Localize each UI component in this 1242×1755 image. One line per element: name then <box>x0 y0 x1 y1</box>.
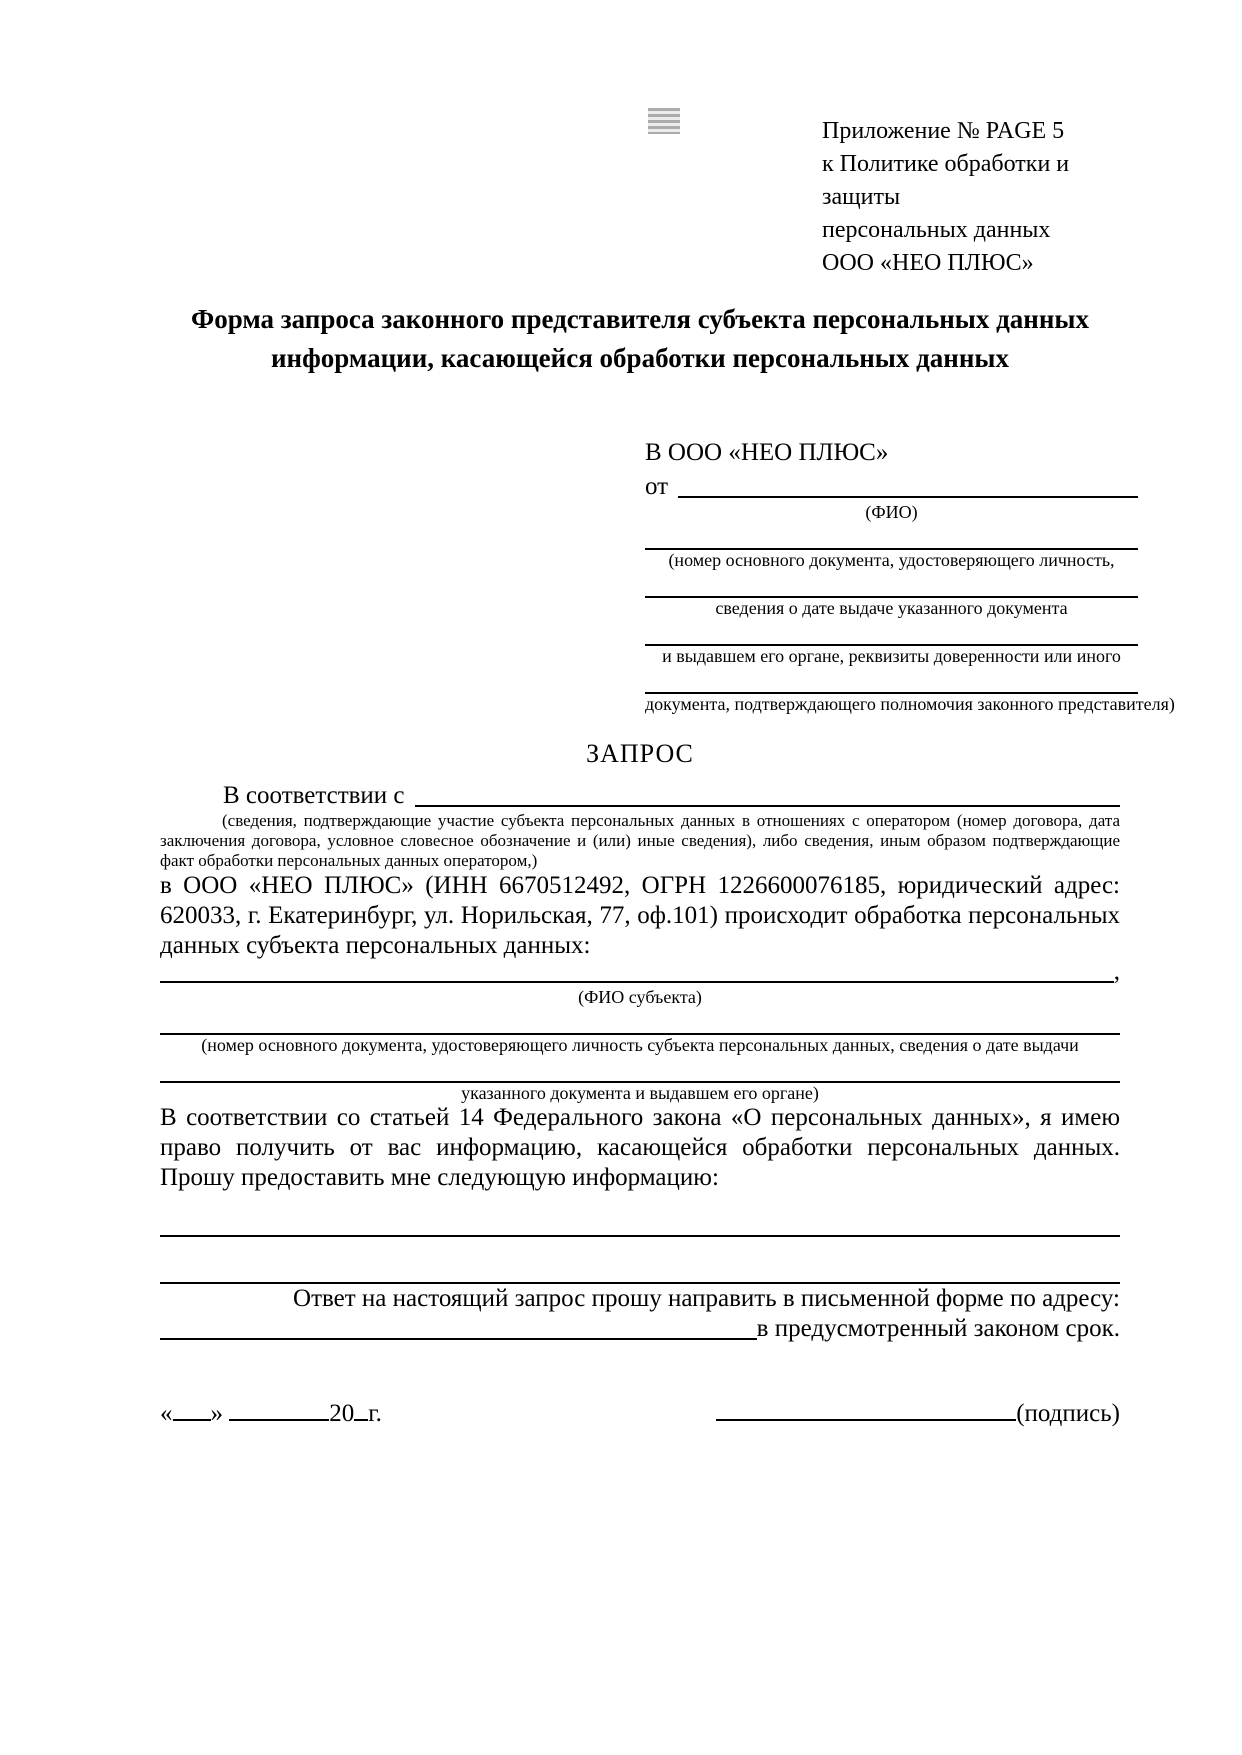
date-year-underline <box>354 1401 368 1421</box>
representative-authority-underline <box>645 666 1138 694</box>
date-close-quote: » <box>210 1400 223 1427</box>
document-title-line-1: Форма запроса законного представителя субъекта персональных данных <box>191 304 1089 334</box>
personal-data-line: персональных данных <box>822 217 1051 243</box>
embedded-image-icon <box>648 108 680 134</box>
document-title-line-2: информации, касающейся обработки персональных данных <box>271 343 1009 373</box>
requested-info-underline-1 <box>160 1193 1120 1237</box>
signature-underline <box>716 1401 1016 1421</box>
from-label: от <box>645 473 669 500</box>
document-title <box>160 300 1120 378</box>
subject-document-underline-1 <box>160 1007 1120 1035</box>
signature-group <box>716 1399 1120 1429</box>
accordance-label: В соответствии с <box>223 782 405 809</box>
issuing-authority-caption: и выдавшем его органе, реквизиты доверенности или иного <box>662 646 1121 666</box>
appendix-header-block <box>822 115 1120 280</box>
date-month-underline <box>229 1401 329 1421</box>
fio-caption: (ФИО) <box>865 502 918 522</box>
appendix-number-line: Приложение № PAGE 5 <box>822 118 1065 144</box>
issue-date-caption: сведения о дате выдаче указанного документа <box>715 598 1068 618</box>
date-year-prefix: 20 <box>329 1400 355 1427</box>
signature-date-row <box>160 1399 1120 1429</box>
subject-document-caption-2: указанного документа и выдавшем его органе) <box>461 1083 819 1103</box>
reply-address-underline <box>160 1314 757 1340</box>
operator-paragraph: в ООО «НЕО ПЛЮС» (ИНН 6670512492, ОГРН 1226600076185, юридический адрес: 620033, г. Екатеринбург, ул. Норильская, 77, оф.101) происходит обработка персональных данных субъекта персональных данных: <box>160 872 1120 959</box>
representative-authority-caption: документа, подтверждающего полномочия законного представителя) <box>645 694 1175 714</box>
reply-address-row <box>160 1314 1120 1344</box>
addressee-to: В ООО «НЕО ПЛЮС» <box>645 439 889 466</box>
date-open-quote: « <box>160 1400 173 1427</box>
addressee-block <box>645 436 1175 714</box>
issue-date-underline <box>645 570 1138 598</box>
reply-tail: в предусмотренный законом срок. <box>756 1315 1120 1342</box>
fine-print-note: (сведения, подтверждающие участие субъекта персональных данных в отношениях с оператором (номер договора, дата заключения договора, условное словесное обозначение и (или) иные сведения), либо сведения, иным образом подтверждающие факт обработки персональных данных оператором,) <box>160 811 1120 870</box>
policy-line: к Политике обработки и защиты <box>822 151 1070 210</box>
subject-fio-caption: (ФИО субъекта) <box>578 987 702 1007</box>
requested-info-underline-2 <box>160 1237 1120 1284</box>
date-day-underline <box>173 1401 211 1421</box>
signature-caption: (подпись) <box>1016 1400 1120 1427</box>
company-name-line: ООО «НЕО ПЛЮС» <box>822 250 1034 276</box>
subject-document-underline-2 <box>160 1055 1120 1083</box>
request-heading: ЗАПРОС <box>586 739 694 768</box>
accordance-underline <box>415 781 1120 807</box>
accordance-row <box>160 778 1120 811</box>
subject-fio-underline <box>160 957 1114 983</box>
issuing-authority-underline <box>645 618 1138 646</box>
date-group <box>160 1399 382 1429</box>
addressee-from-row <box>645 469 1138 502</box>
from-name-underline <box>678 472 1138 498</box>
document-number-caption: (номер основного документа, удостоверяющего личность, <box>668 550 1115 570</box>
date-year-suffix: г. <box>368 1400 382 1427</box>
document-number-underline <box>645 522 1138 550</box>
subject-fio-comma: , <box>1113 958 1120 985</box>
subject-fio-row <box>160 958 1120 987</box>
reply-request-line: Ответ на настоящий запрос прошу направить в письменной форме по адресу: <box>293 1285 1120 1312</box>
subject-document-caption-1: (номер основного документа, удостоверяющего личность субъекта персональных данных, сведения о дате выдачи <box>201 1035 1079 1055</box>
law-paragraph: В соответствии со статьей 14 Федерального закона «О персональных данных», я имею право получить от вас информацию, касающейся обработки персональных данных. Прошу предоставить мне следующую информацию: <box>160 1104 1120 1191</box>
